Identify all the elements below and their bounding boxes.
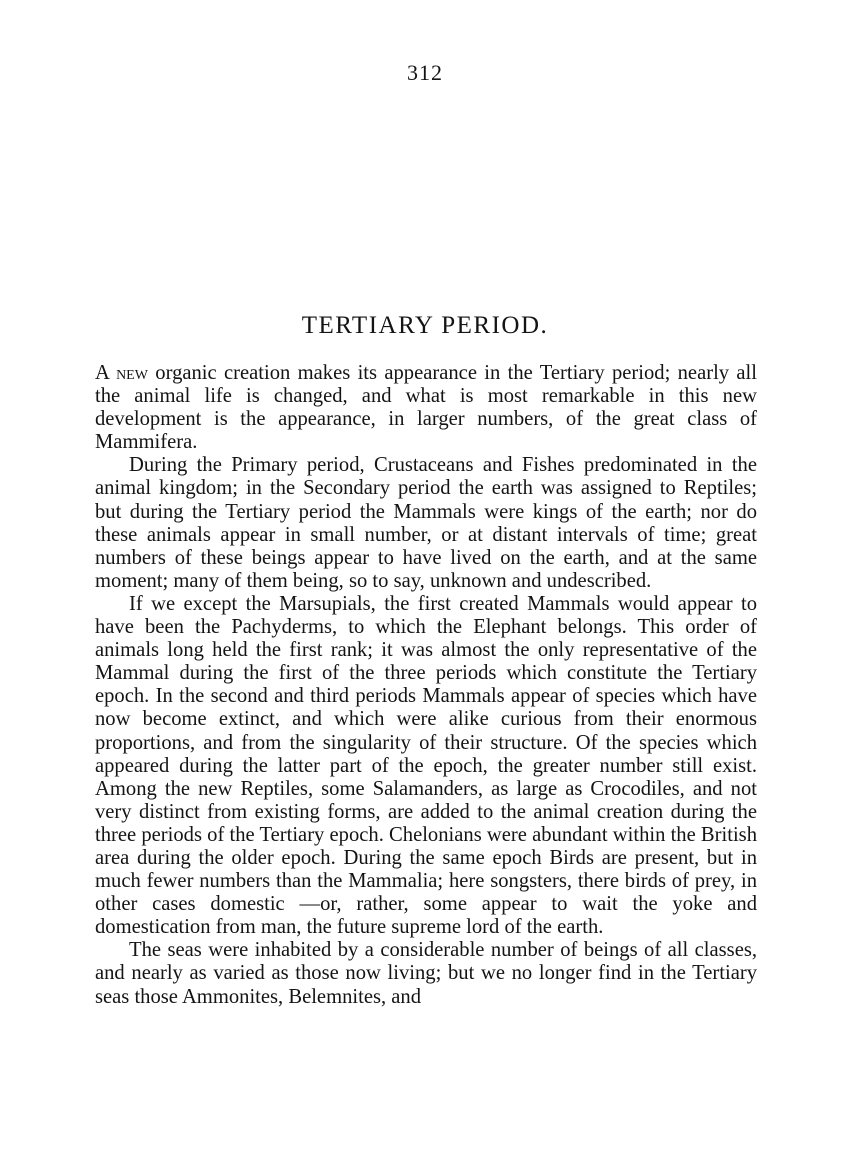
chapter-title: TERTIARY PERIOD.: [301, 312, 549, 339]
paragraph-2: During the Primary period, Crustaceans and Fishes predominated in the animal kingdom; in the Secondary period the earth was assigned to Reptiles; but during the Tertiary period the Mammals were kings of the earth; nor do these animals appear in small number, or at distant intervals of time; great numbers of these beings appear to have lived on the earth, and at the same moment; many of them being, so to say, unknown and undescribed.: [95, 454, 757, 592]
paragraph-1-text: organic creation makes its appearance in the Tertiary period; nearly all the animal life is changed, and what is most remarkable in this new development is the appearance, in larger numbers, of the great class of Mammifera.: [95, 362, 757, 454]
paragraph-3: If we except the Marsupials, the first created Mammals would appear to have been the Pachyderms, to which the Elephant belongs. This order of animals long held the first rank; it was almost the only representative of the Mammal during the first of the three periods which constitute the Tertiary epoch. In the second and third periods Mammals appear of species which have now become extinct, and which were alike curious from their enormous proportions, and from the singularity of their structure. Of the species which appeared during the latter part of the epoch, the greater number still exist. Among the new Reptiles, some Salamanders, as large as Crocodiles, and not very distinct from existing forms, are added to the animal creation during the three periods of the Tertiary epoch. Chelonians were abundant within the British area during the older epoch. During the same epoch Birds are present, but in much fewer numbers than the Mammalia; here songsters, there birds of prey, in other cases domestic —or, rather, some appear to wait the yoke and domestication from man, the future supreme lord of the earth.: [95, 592, 757, 939]
paragraph-4: The seas were inhabited by a considerable number of beings of all classes, and nearly as varied as those now living; but we no longer find in the Tertiary seas those Ammonites, Belemnites, and: [95, 939, 757, 1008]
paragraph-lead-words: A new: [95, 362, 148, 384]
paragraph-1: [95, 362, 757, 454]
page-number: 312: [407, 60, 443, 85]
body-text: [95, 362, 757, 1009]
